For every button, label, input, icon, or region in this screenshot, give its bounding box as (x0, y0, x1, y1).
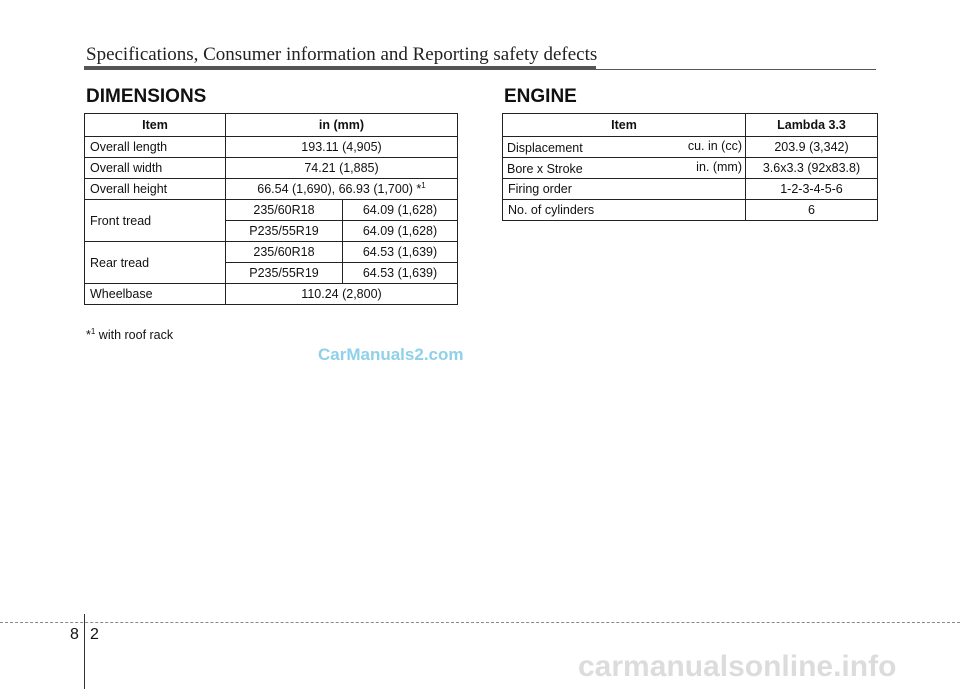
row-label (503, 137, 746, 158)
row-label: Wheelbase (85, 284, 226, 305)
column-header-item: Item (503, 114, 746, 137)
row-value: 193.11 (4,905) (226, 137, 458, 158)
column-header-value: in (mm) (226, 114, 458, 137)
row-value: 64.09 (1,628) (343, 200, 458, 221)
row-label: Front tread (85, 200, 226, 242)
row-label: Overall height (85, 179, 226, 200)
overall-height-value: 66.54 (1,690), 66.93 (1,700) * (257, 182, 422, 197)
page-number-section: 8 (70, 626, 79, 643)
table-row (85, 179, 458, 200)
engine-table (502, 113, 878, 221)
item-unit: cu. in (cc) (687, 139, 742, 153)
row-value: 110.24 (2,800) (226, 284, 458, 305)
row-value: 1-2-3-4-5-6 (746, 179, 878, 200)
table-row (85, 242, 458, 263)
table-row (503, 179, 878, 200)
row-value: 203.9 (3,342) (746, 137, 878, 158)
tire-size: P235/55R19 (226, 263, 343, 284)
row-label: Rear tread (85, 242, 226, 284)
table-row (503, 200, 878, 221)
column-header-value: Lambda 3.3 (746, 114, 878, 137)
item-label: Bore x Stroke (507, 162, 583, 176)
row-value: 6 (746, 200, 878, 221)
footnote-superscript: 1 (421, 181, 426, 191)
site-watermark: carmanualsonline.info (578, 650, 897, 683)
header-rule (84, 66, 596, 70)
dimensions-title: DIMENSIONS (86, 86, 207, 107)
item-label: Displacement (507, 141, 583, 155)
footnote-superscript: 1 (90, 327, 96, 336)
tire-size: 235/60R18 (226, 200, 343, 221)
footnote-mark: * (86, 328, 91, 343)
footnote (86, 327, 173, 342)
item-unit: in. (mm) (696, 160, 742, 174)
tire-size: P235/55R19 (226, 221, 343, 242)
row-label (503, 158, 746, 179)
table-header-row (503, 114, 878, 137)
row-value: 3.6x3.3 (92x83.8) (746, 158, 878, 179)
table-header-row (85, 114, 458, 137)
row-label: Firing order (503, 179, 746, 200)
table-row (503, 158, 878, 179)
row-value (226, 179, 458, 200)
table-row (85, 284, 458, 305)
row-label: Overall length (85, 137, 226, 158)
dimensions-table (84, 113, 458, 305)
footer-divider (84, 614, 85, 689)
watermark-link[interactable]: CarManuals2.com (318, 345, 464, 364)
table-row (85, 158, 458, 179)
row-value: 64.53 (1,639) (343, 263, 458, 284)
footer-rule (0, 622, 960, 623)
table-row (503, 137, 878, 158)
row-value: 74.21 (1,885) (226, 158, 458, 179)
row-value: 64.09 (1,628) (343, 221, 458, 242)
page-number: 2 (90, 626, 99, 643)
row-value: 64.53 (1,639) (343, 242, 458, 263)
footnote-text: with roof rack (95, 328, 174, 343)
row-label: Overall width (85, 158, 226, 179)
page-header-title: Specifications, Consumer information and Reporting safety defects (86, 44, 598, 65)
column-header-item: Item (85, 114, 226, 137)
engine-title: ENGINE (504, 86, 577, 107)
header-rule-thin (596, 69, 876, 70)
tire-size: 235/60R18 (226, 242, 343, 263)
table-row (85, 137, 458, 158)
table-row (85, 200, 458, 221)
row-label: No. of cylinders (503, 200, 746, 221)
